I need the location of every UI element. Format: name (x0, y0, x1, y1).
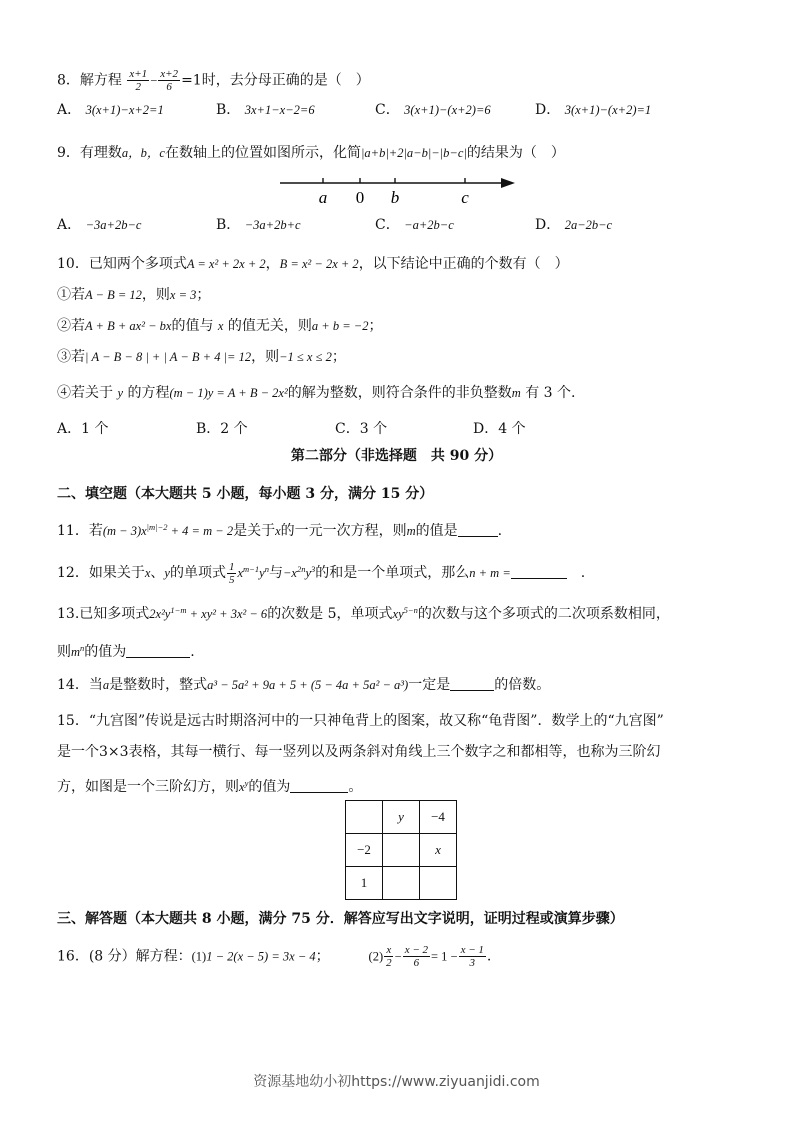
q8-option-a[interactable]: A． 3(x+1)−x+2=1 (57, 102, 164, 118)
axis-arrow-icon (501, 178, 515, 188)
section-3-title: 三、解答题（本大题共 8 小题，满分 75 分．解答应写出文字说明，证明过程或演算步骤） (57, 911, 624, 927)
q8-option-d[interactable]: D． 3(x+1)−(x+2)=1 (535, 102, 652, 118)
answer-blank[interactable] (511, 564, 567, 579)
q8-option-c[interactable]: C． 3(x+1)−(x+2)=6 (375, 102, 491, 118)
grid-cell (383, 834, 420, 867)
grid-cell (383, 867, 420, 900)
fraction: $\frac{1}{5}$ (228, 560, 235, 586)
number-line-figure (275, 168, 520, 208)
q10-option-d[interactable]: D．4 个 (473, 421, 526, 437)
part-2-title: 第二部分（非选择题 共 90 分） (290, 448, 503, 464)
question-10-stem: 10．已知两个多项式A = x² + 2x + 2，B = x² − 2x + 2，以下结论中正确的个数有（ ） (57, 256, 569, 272)
q9-option-c[interactable]: C． −a+2b−c (375, 217, 454, 233)
grid-cell: x (420, 834, 457, 867)
axis-label-a: a (318, 188, 328, 207)
q9-option-b[interactable]: B． −3a+2b+c (216, 217, 301, 233)
question-15-line-3: 方，如图是一个三阶幻方，则$x^y$的值为 。 (57, 778, 363, 796)
axis-label-b: b (390, 188, 400, 207)
question-14: 14．当a是整数时，整式a³ − 5a² + 9a + 5 + (5 − 4a + 5a² − a³)一定是 的倍数。 (57, 677, 551, 693)
footer-watermark: 资源基地幼小初https://www.ziyuanjidi.com (253, 1074, 540, 1090)
q10-statement-2: ②若A + B + ax² − bx的值与 x 的值无关，则a + b = −2； (57, 318, 383, 334)
grid-cell: y (383, 801, 420, 834)
fraction: $\frac{x+2}{6}$ (160, 68, 179, 93)
question-11: 11．若$(m - 3)x^{|m|-2} + 4 = m - 2$是关于x的一元一次方程，则m的值是 . (57, 522, 503, 540)
fraction: $\frac{x+1}{2}$ (129, 68, 148, 93)
question-12: 12．如果关于x、y的单项式 $\frac{1}{5}$ $x^{m-1}y^n$与$-x^{2n}y^3$的和是一个单项式，那么n + m = . (57, 560, 586, 586)
grid-cell (420, 867, 457, 900)
question-9-stem: 9．有理数a，b，c在数轴上的位置如图所示，化简|a+b|+2|a−b|−|b−c|的结果为（ ） (57, 145, 565, 161)
q10-option-b[interactable]: B．2 个 (196, 421, 248, 437)
grid-cell: 1 (346, 867, 383, 900)
q10-statement-3: ③若| A − B − 8 | + | A − B + 4 |= 12，则−1 ≤ x ≤ 2； (57, 349, 346, 365)
grid-cell: −4 (420, 801, 457, 834)
question-16: 16．(8 分）解方程：(1)1 − 2(x − 5) = 3x − 4； (2) $\frac{x}{2}$ − $\frac{x - 2}{6}$ = 1 − $\frac{x - 1}{3}$ . (57, 944, 492, 969)
answer-blank[interactable] (290, 778, 348, 793)
fraction: $\frac{x}{2}$ (386, 944, 392, 969)
section-2-title: 二、填空题（本大题共 5 小题，每小题 3 分，满分 15 分） (57, 486, 434, 502)
q9-option-a[interactable]: A． −3a+2b−c (57, 217, 142, 233)
magic-square-grid (345, 800, 457, 900)
fraction: $\frac{x - 1}{3}$ (460, 944, 484, 969)
q10-option-a[interactable]: A．1 个 (57, 421, 109, 437)
q10-statement-1: ①若A − B = 12，则x = 3； (57, 287, 211, 303)
question-15-line-2: 是一个3×3表格，其每一横行、每一竖列以及两条斜对角线上三个数字之和都相等，也称为三阶幻 (57, 744, 661, 760)
answer-blank[interactable] (126, 643, 190, 658)
question-15-line-1: 15．“九宫图”传说是远古时期洛河中的一只神龟背上的图案，故又称“龟背图”．数学上的“九宫图” (57, 713, 664, 729)
grid-cell: −2 (346, 834, 383, 867)
grid-cell (346, 801, 383, 834)
q8-option-b[interactable]: B． 3x+1−x−2=6 (216, 102, 315, 118)
q10-option-c[interactable]: C．3 个 (335, 421, 388, 437)
fraction: $\frac{x - 2}{6}$ (404, 944, 428, 969)
axis-label-c: c (461, 188, 469, 207)
question-13-line-2: 则$m^n$的值为 . (57, 643, 195, 661)
question-13-line-1: 13.已知多项式$2x^2y^{1-m} + xy^2 + 3x^2 - 6$的次数是 5，单项式$xy^{5-n}$的次数与这个多项式的二次项系数相同， (57, 605, 670, 623)
axis-label-0: 0 (355, 188, 365, 207)
answer-blank[interactable] (450, 676, 494, 691)
q9-option-d[interactable]: D． 2a−2b−c (535, 217, 613, 233)
answer-blank[interactable] (458, 522, 498, 537)
q10-statement-4: ④若关于 y 的方程(m − 1)y = A + B − 2x²的解为整数，则符合条件的非负整数m 有 3 个. (57, 385, 576, 401)
question-8-stem: 8．解方程 $\frac{x+1}{2}$ − $\frac{x+2}{6}$ =1时，去分母正确的是（ ） (57, 68, 370, 93)
